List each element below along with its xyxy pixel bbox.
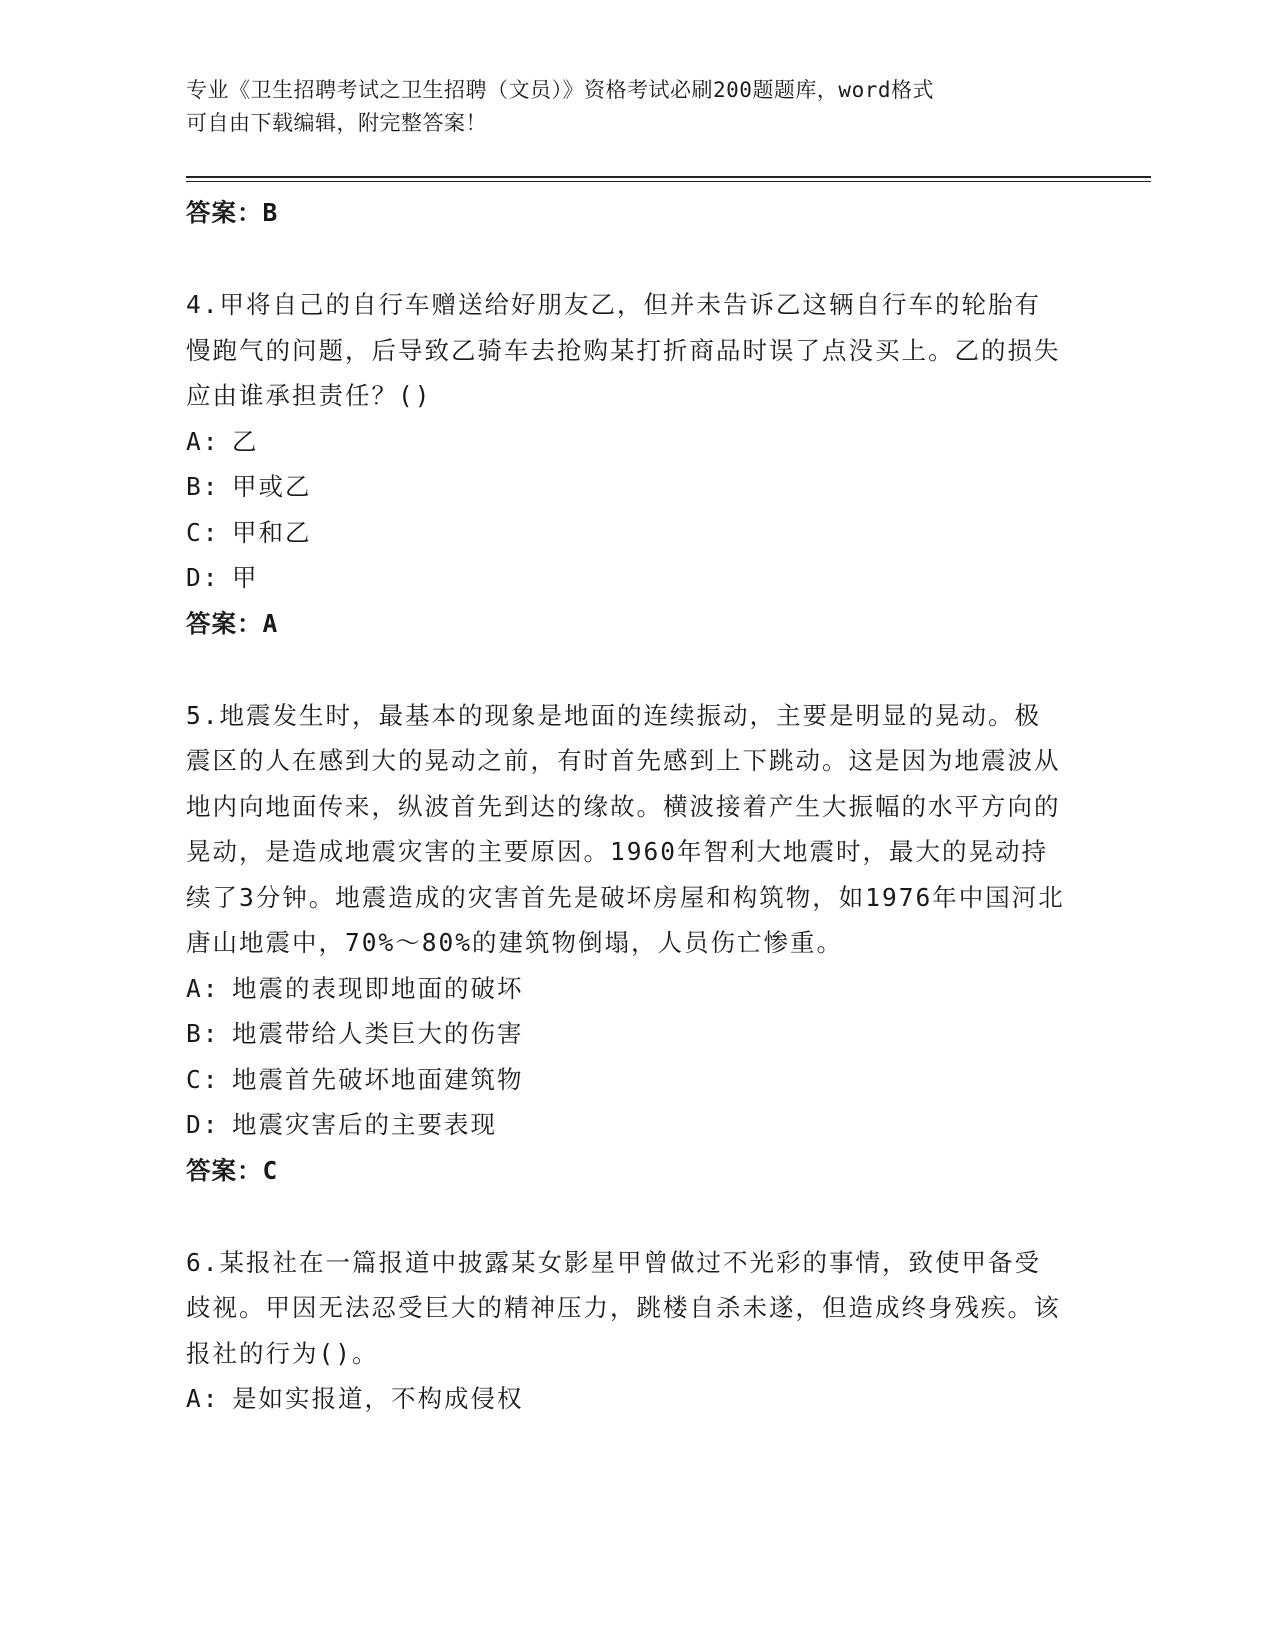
option-key: A: — [186, 426, 220, 456]
option-key: A: — [186, 1384, 220, 1413]
document-header — [186, 74, 1066, 140]
option-key: D: — [186, 563, 220, 592]
option-b — [186, 464, 1066, 510]
option-d — [186, 555, 1066, 601]
option-text: 地震带给人类巨大的伤害 — [232, 1019, 524, 1048]
question-6 — [186, 1240, 1066, 1422]
document-body — [186, 190, 1066, 1422]
header-rule-thick — [186, 176, 1151, 178]
option-key: A: — [186, 973, 220, 1003]
answer-line: 答案：A — [186, 608, 279, 638]
option-key: C: — [186, 517, 220, 547]
option-text: 乙 — [232, 426, 259, 456]
question-stem: 6.某报社在一篇报道中披露某女影星甲曾做过不光彩的事情，致使甲备受歧视。甲因无法忍受巨大的精神压力，跳楼自杀未遂，但造成终身残疾。该报社的行为()。 — [186, 1247, 1061, 1368]
option-text: 是如实报道，不构成侵权 — [232, 1384, 524, 1413]
option-c — [186, 1057, 1066, 1103]
question-5 — [186, 693, 1066, 1194]
answer-line: 答案：C — [186, 1155, 279, 1185]
option-key: B: — [186, 1019, 220, 1048]
option-text: 地震的表现即地面的破坏 — [232, 973, 524, 1003]
option-key: B: — [186, 472, 220, 501]
option-key: D: — [186, 1110, 220, 1139]
option-text: 甲或乙 — [232, 472, 312, 501]
option-text: 地震首先破坏地面建筑物 — [232, 1064, 524, 1094]
answer-line: 答案：B — [186, 198, 279, 227]
header-rule-thin — [186, 181, 1151, 182]
option-a — [186, 419, 1066, 465]
option-key: C: — [186, 1064, 220, 1094]
option-a — [186, 966, 1066, 1012]
header-line-1: 专业《卫生招聘考试之卫生招聘（文员）》资格考试必刷200题题库，word格式 — [186, 78, 934, 102]
option-text: 甲和乙 — [232, 517, 312, 547]
option-c — [186, 510, 1066, 556]
header-line-2: 可自由下载编辑，附完整答案！ — [186, 111, 487, 135]
option-a — [186, 1376, 1066, 1422]
question-4 — [186, 282, 1066, 647]
option-b — [186, 1011, 1066, 1057]
option-text: 地震灾害后的主要表现 — [232, 1110, 497, 1139]
option-text: 甲 — [232, 563, 259, 592]
option-d — [186, 1102, 1066, 1148]
question-stem: 5.地震发生时，最基本的现象是地面的连续振动，主要是明显的晃动。极震区的人在感到大的晃动之前，有时首先感到上下跳动。这是因为地震波从地内向地面传来，纵波首先到达的缘故。横波接着产生大振幅的水平方向的晃动，是造成地震灾害的主要原因。1960年智利大地震时，最大的晃动持续了3分钟。地震造成的灾害首先是破坏房屋和构筑物，如1976年中国河北唐山地震中，70%～80%的建筑物倒塌，人员伤亡惨重。 — [186, 700, 1065, 957]
question-stem: 4.甲将自己的自行车赠送给好朋友乙，但并未告诉乙这辆自行车的轮胎有慢跑气的问题，后导致乙骑车去抢购某打折商品时误了点没买上。乙的损失应由谁承担责任？() — [186, 290, 1061, 410]
